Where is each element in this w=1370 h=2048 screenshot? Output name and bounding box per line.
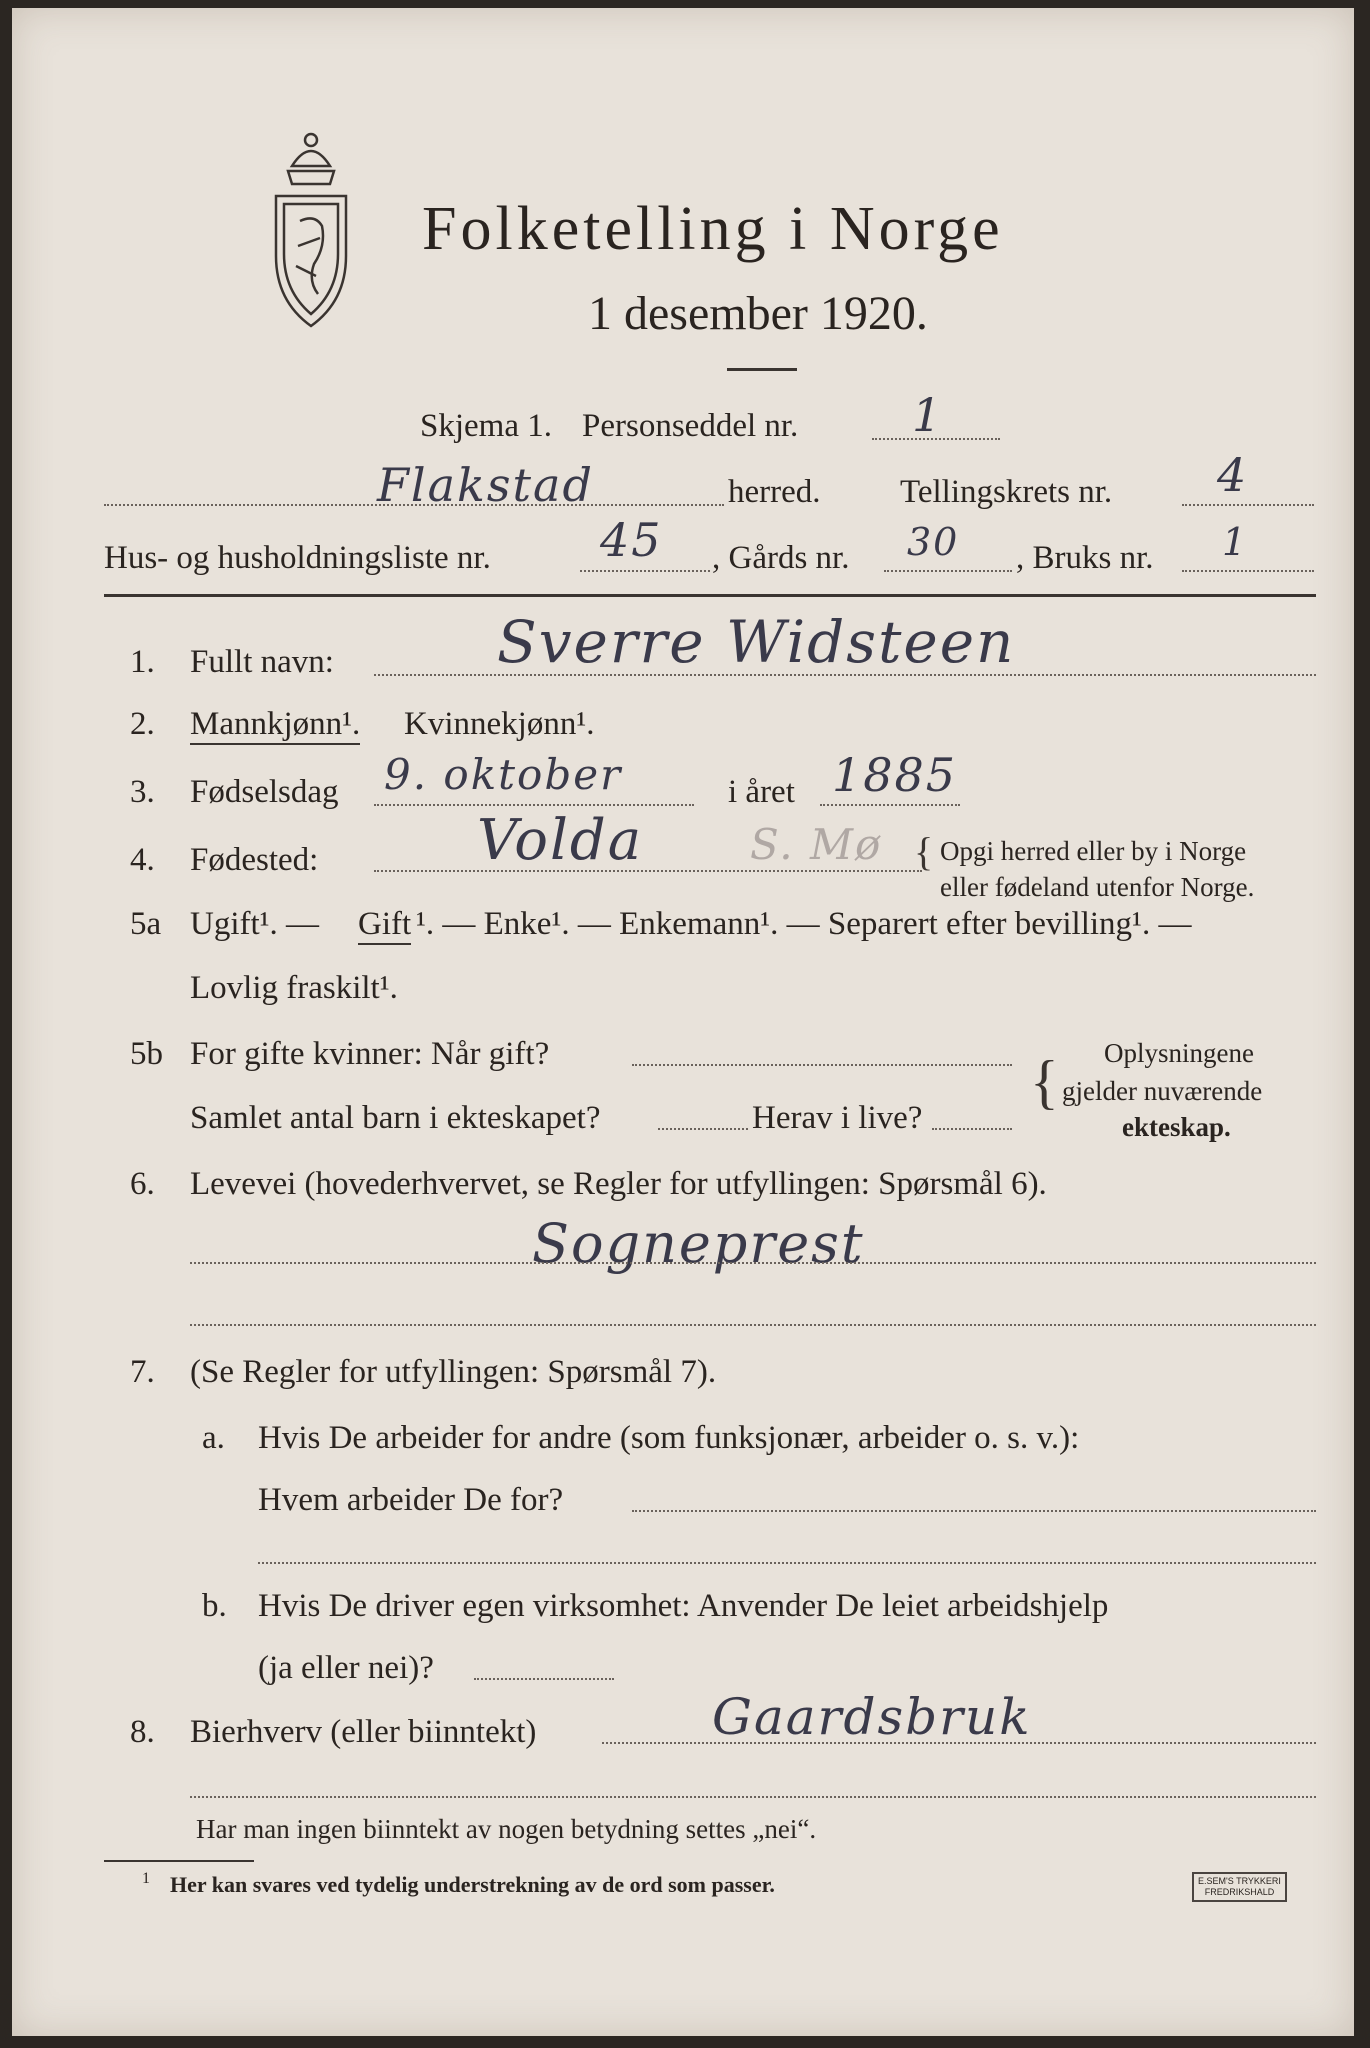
q5a-fraskilt-option[interactable]: Lovlig fraskilt¹. xyxy=(190,970,398,1006)
hus-value[interactable]: 45 xyxy=(600,513,663,567)
q5b-when-line xyxy=(632,1064,1012,1066)
q6-line2 xyxy=(190,1324,1316,1326)
gards-label: , Gårds nr. xyxy=(712,540,850,576)
q5b-children-label: Samlet antal barn i ekteskapet? xyxy=(190,1100,601,1136)
herred-value[interactable]: Flakstad xyxy=(377,458,594,512)
schema-label: Skjema 1. xyxy=(420,408,552,444)
footnote-text: Her kan svares ved tydelig understrekning av de ord som passer. xyxy=(170,1872,775,1897)
personseddel-label: Personseddel nr. xyxy=(582,408,799,444)
q5a-ugift-option[interactable]: Ugift¹. — xyxy=(190,906,320,942)
q4-label: Fødested: xyxy=(190,842,319,878)
q3-year-label: i året xyxy=(728,774,795,810)
census-date: 1 desember 1920. xyxy=(588,287,928,340)
q7-number: 7. xyxy=(130,1354,155,1390)
printer-city: FREDRIKSHALD xyxy=(1204,1887,1275,1897)
q6-line1 xyxy=(190,1262,1316,1264)
q6-value[interactable]: Sogneprest xyxy=(532,1212,865,1275)
title-divider xyxy=(727,368,797,371)
q1-number: 1. xyxy=(130,644,155,680)
q7-label: (Se Regler for utfyllingen: Spørsmål 7). xyxy=(190,1354,717,1390)
header-separator xyxy=(104,594,1316,597)
q7a-label: Hvis De arbeider for andre (som funksjonær, arbeider o. s. v.): xyxy=(258,1420,1080,1456)
bruks-line xyxy=(1182,570,1314,572)
q5b-alive-line xyxy=(932,1128,1012,1130)
tellingskrets-label: Tellingskrets nr. xyxy=(900,474,1113,510)
q3-year-line xyxy=(820,804,960,806)
printer-stamp xyxy=(1192,1872,1287,1902)
q5b-note-line1: Oplysningene xyxy=(1104,1038,1254,1068)
gards-line xyxy=(884,570,1012,572)
q3-label: Fødselsdag xyxy=(190,774,339,810)
form-title: Folketelling i Norge xyxy=(422,195,1004,263)
q6-number: 6. xyxy=(130,1166,155,1202)
q2-number: 2. xyxy=(130,706,155,742)
q4-number: 4. xyxy=(130,842,155,878)
q7b-label: Hvis De driver egen virksomhet: Anvender De leiet arbeidshjelp xyxy=(258,1588,1109,1624)
q8-note: Har man ingen biinntekt av nogen betydning settes „nei“. xyxy=(196,1814,817,1844)
footnote-rule xyxy=(104,1860,254,1862)
bruks-value[interactable]: 1 xyxy=(1222,520,1249,564)
q6-label: Levevei (hovederhvervet, se Regler for utfyllingen: Spørsmål 6). xyxy=(190,1166,1047,1202)
q4-brace: { xyxy=(914,829,934,874)
tellingskrets-value[interactable]: 4 xyxy=(1217,448,1249,502)
q5b-note-line3: ekteskap. xyxy=(1122,1112,1231,1142)
q8-label: Bierhverv (eller biinntekt) xyxy=(190,1714,537,1750)
footnote-mark: 1 xyxy=(142,1870,150,1887)
q4-note-line2: eller fødeland utenfor Norge. xyxy=(940,872,1255,902)
bruks-label: , Bruks nr. xyxy=(1016,540,1154,576)
q3-year-value[interactable]: 1885 xyxy=(832,748,958,802)
q5a-gift-option[interactable]: Gift xyxy=(358,906,411,945)
q7a-employer-label: Hvem arbeider De for? xyxy=(258,1482,564,1518)
hus-line xyxy=(580,570,710,572)
q3-value[interactable]: 9. oktober xyxy=(384,750,623,799)
q1-label: Fullt navn: xyxy=(190,644,334,680)
q4-line xyxy=(374,870,922,872)
q8-number: 8. xyxy=(130,1714,155,1750)
norway-coat-of-arms-icon xyxy=(270,126,352,331)
q5a-other-options[interactable]: ¹. — Enke¹. — Enkemann¹. — Separert efter bevilling¹. — xyxy=(416,906,1192,942)
q7a-extra-line xyxy=(258,1562,1316,1564)
q5b-note-line2: gjelder nuværende xyxy=(1062,1076,1263,1106)
q5b-children-line xyxy=(658,1128,748,1130)
q1-value[interactable]: Sverre Widsteen xyxy=(497,608,1016,676)
q4-faint-annotation: S. Mø xyxy=(750,820,883,869)
herred-label: herred. xyxy=(728,474,821,510)
q2-female-option[interactable]: Kvinnekjønn¹. xyxy=(404,706,595,742)
q4-note-line1: Opgi herred eller by i Norge xyxy=(940,836,1247,866)
q3-date-line xyxy=(374,804,694,806)
q5a-number: 5a xyxy=(130,906,162,942)
q7b-letter: b. xyxy=(202,1588,227,1624)
q5b-label: For gifte kvinner: Når gift? xyxy=(190,1036,550,1072)
q8-value[interactable]: Gaardsbruk xyxy=(712,1688,1032,1746)
q8-extra-line xyxy=(190,1796,1316,1798)
q5b-alive-label: Herav i live? xyxy=(752,1100,923,1136)
q5b-number: 5b xyxy=(130,1036,163,1072)
q7a-letter: a. xyxy=(202,1420,225,1456)
census-form xyxy=(12,8,1354,2036)
q3-number: 3. xyxy=(130,774,155,810)
tellingskrets-line xyxy=(1182,504,1314,506)
q7a-employer-line xyxy=(632,1510,1316,1512)
hus-label: Hus- og husholdningsliste nr. xyxy=(104,540,491,576)
personseddel-value[interactable]: 1 xyxy=(912,388,944,442)
gards-value[interactable]: 30 xyxy=(907,520,960,564)
q2-male-option[interactable]: Mannkjønn¹. xyxy=(190,706,360,745)
q4-value[interactable]: Volda xyxy=(477,808,644,873)
q7b-line xyxy=(474,1678,614,1680)
printer-name: E.SEM'S TRYKKERI xyxy=(1198,1876,1281,1886)
q7b-yesno-label: (ja eller nei)? xyxy=(258,1650,434,1686)
q5b-brace: { xyxy=(1030,1049,1059,1115)
